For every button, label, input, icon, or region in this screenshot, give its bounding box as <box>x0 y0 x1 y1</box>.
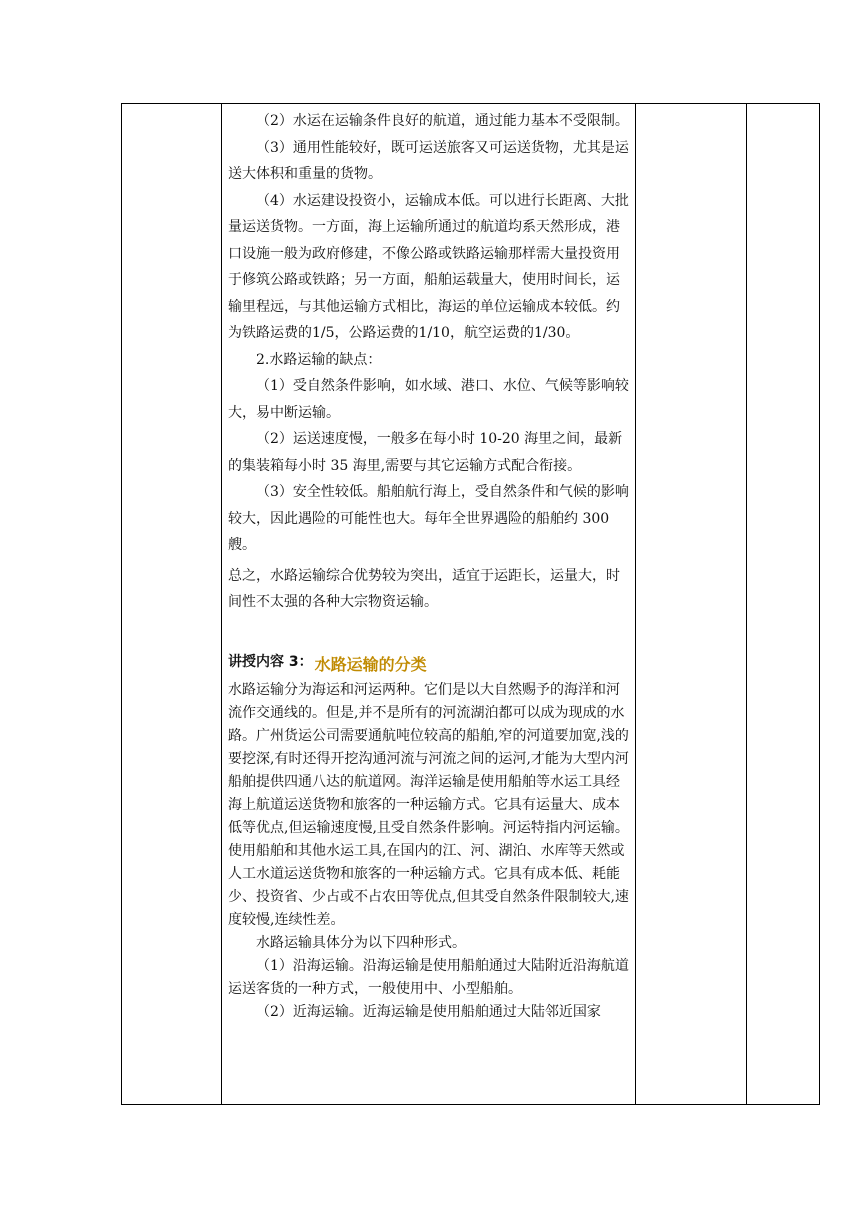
paragraph: （2）水运在运输条件良好的航道，通过能力基本不受限制。 <box>256 113 629 129</box>
paragraph: （4）水运建设投资小，运输成本低。可以进行长距离、大批量运送货物。一方面，海上运输所通过的航道均系天然形成，港口设施一般为政府修建，不像公路或铁路运输那样需大量投资用于修筑公路或铁路；另一方面，船舶运载量大，使用时间长，运输里程远，与其他运输方式相比，海运的单位运输成本较低。约为铁路运费的1/5，公路运费的1/10，航空运费的1/30。 <box>228 192 629 341</box>
right-column-cell <box>747 104 820 1105</box>
heading-topic: 水路运输的分类 <box>314 654 427 674</box>
paragraph: （3）通用性能较好，既可运送旅客又可运送货物，尤其是运送大体积和重量的货物。 <box>228 139 629 182</box>
left-column-cell <box>122 104 222 1105</box>
paragraph: （1）沿海运输。沿海运输是使用船舶通过大陆附近沿海航道运送客货的一种方式，一般使用中、小型船舶。 <box>228 957 629 997</box>
intro-paragraph: 水路运输分为海运和河运两种。它们是以大自然赐予的海洋和河流作交通线的。但是,并不是所有的河流湖泊都可以成为现成的水路。广州货运公司需要通航吨位较高的船舶,窄的河道要加宽,浅的要挖深,有时还得开挖沟通河流与河流之间的运河,才能为大型内河船舶提供四通八达的航道网。海洋运输是使用船舶等水运工具经海上航道运送货物和旅客的一种运输方式。它具有运量大、成本低等优点,但运输速度慢,且受自然条件影响。河运特指内河运输。使用船舶和其他水运工具,在国内的江、河、湖泊、水库等天然或人工水道运送货物和旅客的一种运输方式。它具有成本低、耗能少、投资省、少占或不占农田等优点,但其受自然条件限制较大,速度较慢,连续性差。 <box>228 681 629 928</box>
lesson-table <box>121 103 820 1105</box>
content-cell <box>222 104 636 1105</box>
paragraph: （2）近海运输。近海运输是使用船舶通过大陆邻近国家 <box>256 1003 601 1020</box>
summary-paragraph: 总之，水路运输综合优势较为突出，适宜于运距长，运量大，时间性不太强的各种大宗物资运输。 <box>228 567 620 610</box>
paragraph: 2.水路运输的缺点： <box>256 351 382 368</box>
paragraph: （3）安全性较低。船舶航行海上，受自然条件和气候的影响较大，因此遇险的可能性也大。每年全世界遇险的船舶约 300 艘。 <box>228 484 629 553</box>
content-body <box>222 104 635 1104</box>
paragraph: （2）运送速度慢，一般多在每小时 10-20 海里之间，最新的集装箱每小时 35 海里,需要与其它运输方式配合衔接。 <box>228 431 623 474</box>
notes-column-cell <box>636 104 747 1105</box>
heading-lead: 讲授内容 3： <box>228 653 313 670</box>
paragraph: 水路运输具体分为以下四种形式。 <box>256 934 466 951</box>
section-heading <box>228 648 629 674</box>
paragraph: （1）受自然条件影响，如水域、港口、水位、气候等影响较大，易中断运输。 <box>228 378 629 421</box>
table-row <box>122 104 820 1105</box>
